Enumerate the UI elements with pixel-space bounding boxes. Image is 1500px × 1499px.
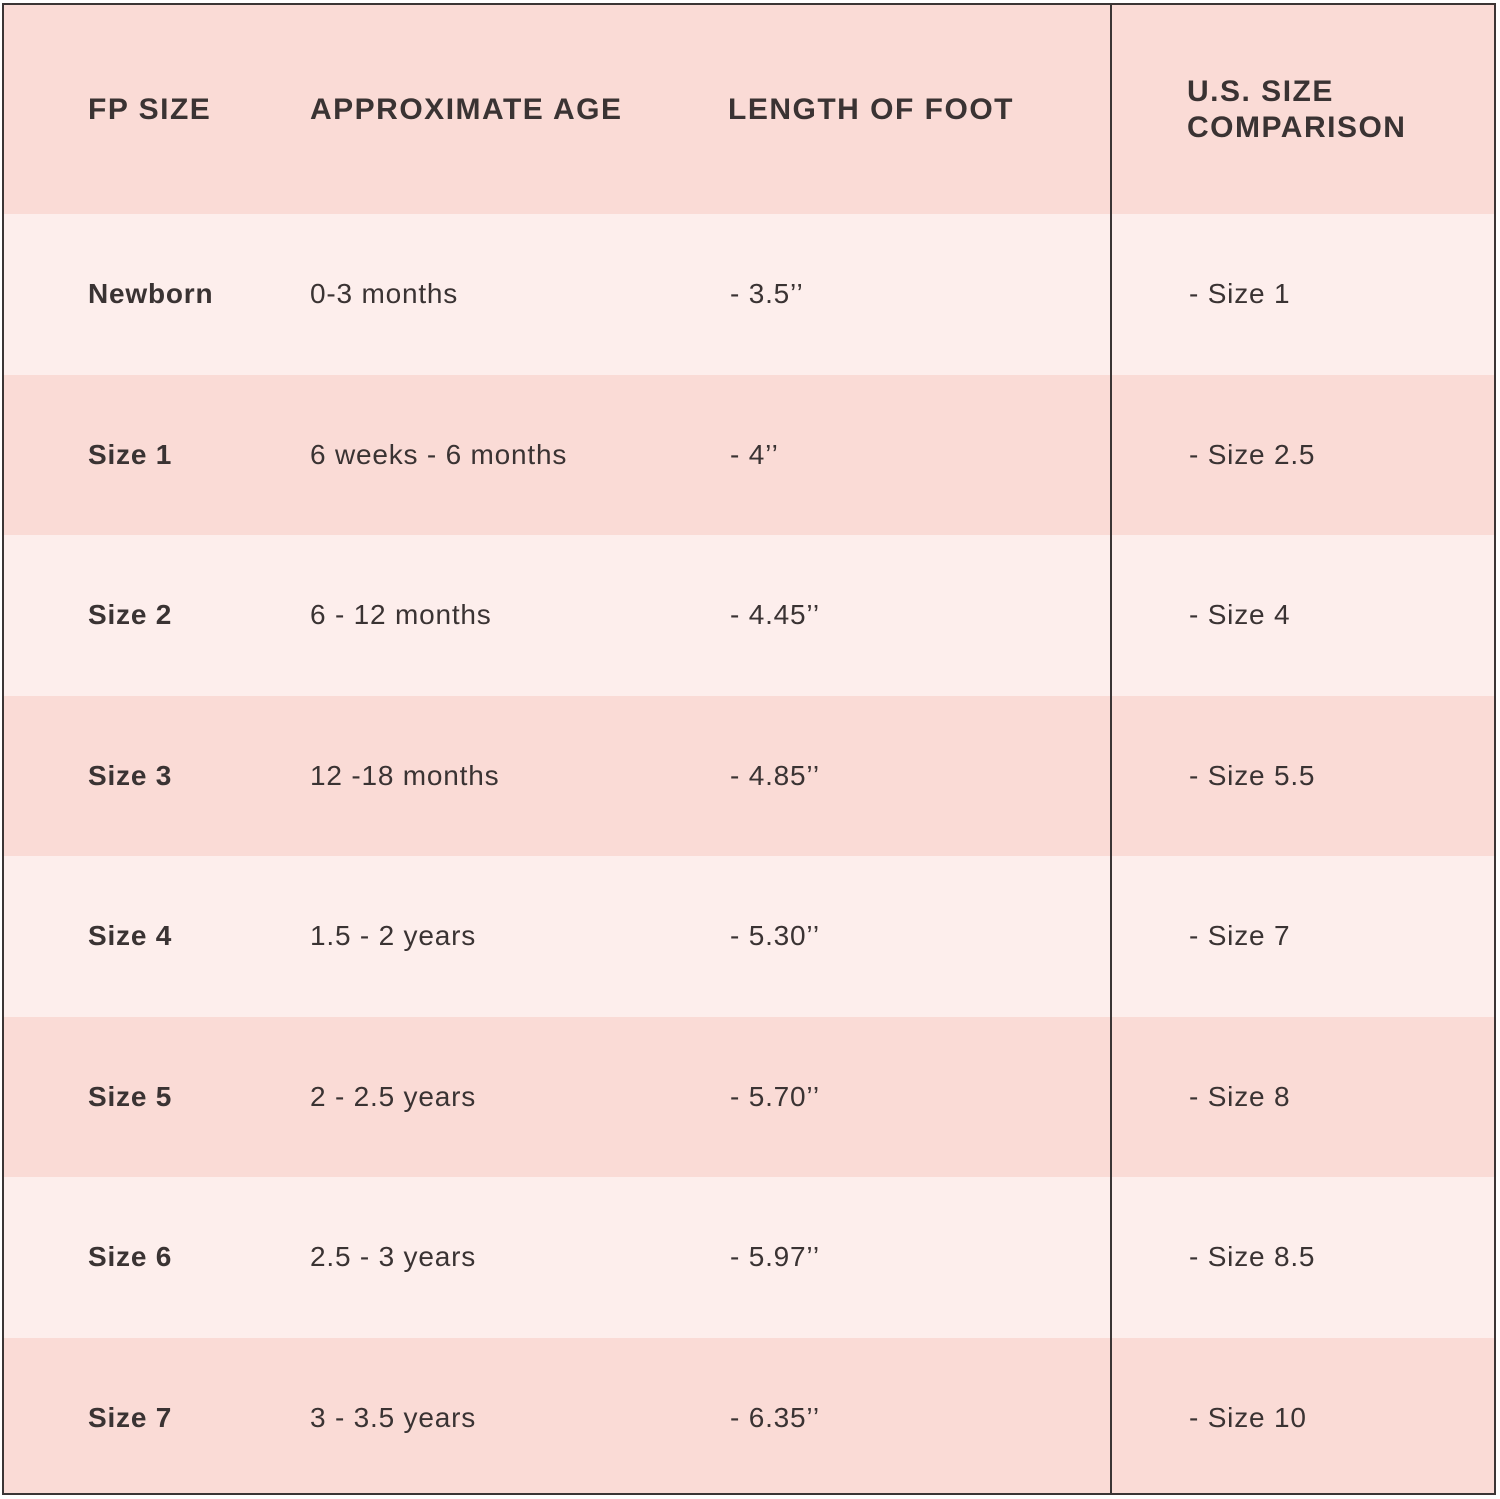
cell-age: 3 - 3.5 years xyxy=(310,1401,477,1433)
cell-foot-length: - 5.70’’ xyxy=(730,1080,820,1112)
cell-age: 2.5 - 3 years xyxy=(310,1241,477,1273)
cell-us-size: - Size 8 xyxy=(1189,1080,1291,1112)
cell-fp-size: Size 7 xyxy=(88,1401,173,1433)
cell-age: 1.5 - 2 years xyxy=(310,920,477,952)
cell-age: 2 - 2.5 years xyxy=(310,1080,477,1112)
header-fp-size: FP SIZE xyxy=(88,92,212,126)
size-chart-table xyxy=(2,3,1496,1495)
header-approximate-age: APPROXIMATE AGE xyxy=(310,92,623,126)
cell-us-size: - Size 7 xyxy=(1189,920,1291,952)
cell-age: 6 - 12 months xyxy=(310,599,492,631)
cell-foot-length: - 4.85’’ xyxy=(730,759,820,791)
cell-foot-length: - 4’’ xyxy=(730,438,779,470)
cell-us-size: - Size 8.5 xyxy=(1189,1241,1316,1273)
table-row xyxy=(4,1338,1494,1496)
cell-foot-length: - 3.5’’ xyxy=(730,278,804,310)
cell-fp-size: Size 2 xyxy=(88,599,173,631)
cell-us-size: - Size 4 xyxy=(1189,599,1291,631)
cell-age: 0-3 months xyxy=(310,278,459,310)
table-row xyxy=(4,214,1494,375)
cell-foot-length: - 4.45’’ xyxy=(730,599,820,631)
table-row xyxy=(4,375,1494,536)
cell-age: 12 -18 months xyxy=(310,759,500,791)
cell-fp-size: Size 4 xyxy=(88,920,173,952)
table-row xyxy=(4,696,1494,857)
column-divider xyxy=(1110,5,1112,1493)
table-header-row xyxy=(4,5,1494,214)
cell-age: 6 weeks - 6 months xyxy=(310,438,568,470)
cell-us-size: - Size 1 xyxy=(1189,278,1291,310)
cell-us-size: - Size 10 xyxy=(1189,1401,1307,1433)
cell-foot-length: - 5.30’’ xyxy=(730,920,820,952)
cell-fp-size: Size 1 xyxy=(88,438,173,470)
table-row xyxy=(4,1177,1494,1338)
table-row xyxy=(4,535,1494,696)
cell-fp-size: Newborn xyxy=(88,278,214,310)
cell-foot-length: - 5.97’’ xyxy=(730,1241,820,1273)
header-length-of-foot: LENGTH OF FOOT xyxy=(728,92,1014,126)
cell-fp-size: Size 5 xyxy=(88,1080,173,1112)
cell-us-size: - Size 2.5 xyxy=(1189,438,1316,470)
header-us-size-comparison: U.S. SIZE COMPARISON xyxy=(1187,74,1407,144)
cell-us-size: - Size 5.5 xyxy=(1189,759,1316,791)
cell-fp-size: Size 3 xyxy=(88,759,173,791)
table-row xyxy=(4,856,1494,1017)
table-row xyxy=(4,1017,1494,1178)
cell-fp-size: Size 6 xyxy=(88,1241,173,1273)
cell-foot-length: - 6.35’’ xyxy=(730,1401,820,1433)
